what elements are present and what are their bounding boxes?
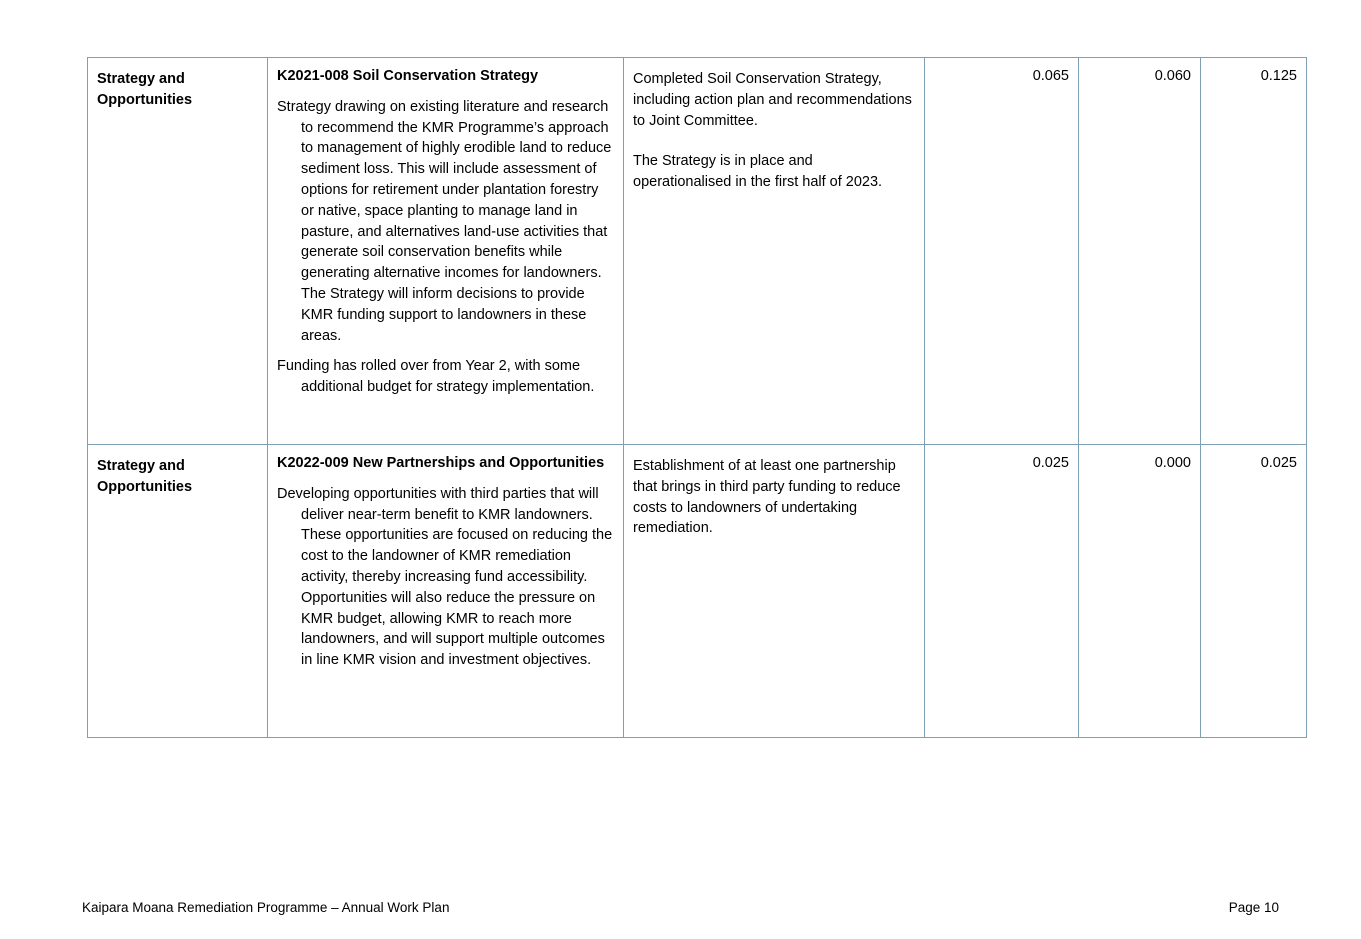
activity-description: Developing opportunities with third parties that will deliver near-term benefit to KMR landowners. These opportunities are focused on reducing the cost to the landowner of KMR remediation activity, thereby increasing fund accessibility. Opportunities will also reduce the pressure on KMR budget, allowing KMR to reach more landowners, and will support multiple outcomes in line KMR vision and investment objectives. [277,485,613,669]
measure-text: Establishment of at least one partnership that brings in third party funding to reduce costs to landowners of undertaking remediation. [633,458,901,537]
activity-title: K2022-009 New Partnerships and Opportunities [277,455,605,471]
area-cell [88,58,268,445]
table-row [88,445,1307,738]
value-cell-1: 0.025 [925,445,1079,738]
area-cell [88,445,268,738]
measure-text: Completed Soil Conservation Strategy, including action plan and recommendations to Joint Committee. [633,71,912,129]
activity-cell [268,445,624,738]
area-label: Strategy and Opportunities [97,458,193,495]
value-cell-1: 0.065 [925,58,1079,445]
value-cell-3: 0.025 [1201,445,1307,738]
activity-title: K2021-008 Soil Conservation Strategy [277,68,539,84]
measure-text: The Strategy is in place and operationalised in the first half of 2023. [633,153,883,191]
value-cell-2: 0.000 [1079,445,1201,738]
measure-cell [624,58,925,445]
activity-funding-note: Funding has rolled over from Year 2, with some additional budget for strategy implementation. [277,358,595,396]
activity-description: Strategy drawing on existing literature and research to recommend the KMR Programme’s approach to management of highly erodible land to reduce sediment loss. This will include assessment of options for retirement under plantation forestry or native, space planting to manage land in pasture, and alternatives land-use activities that generate soil conservation benefits while generating alternative incomes for landowners. The Strategy will inform decisions to provide KMR funding support to landowners in these areas. [277,98,612,344]
footer-document-title: Kaipara Moana Remediation Programme – Annual Work Plan [82,900,450,915]
activity-cell [268,58,624,445]
value-cell-2: 0.060 [1079,58,1201,445]
value-cell-3: 0.125 [1201,58,1307,445]
footer-page-number: Page 10 [1228,900,1279,915]
area-label: Strategy and Opportunities [97,71,193,108]
measure-cell [624,445,925,738]
work-plan-table [87,57,1307,738]
table-row [88,58,1307,445]
